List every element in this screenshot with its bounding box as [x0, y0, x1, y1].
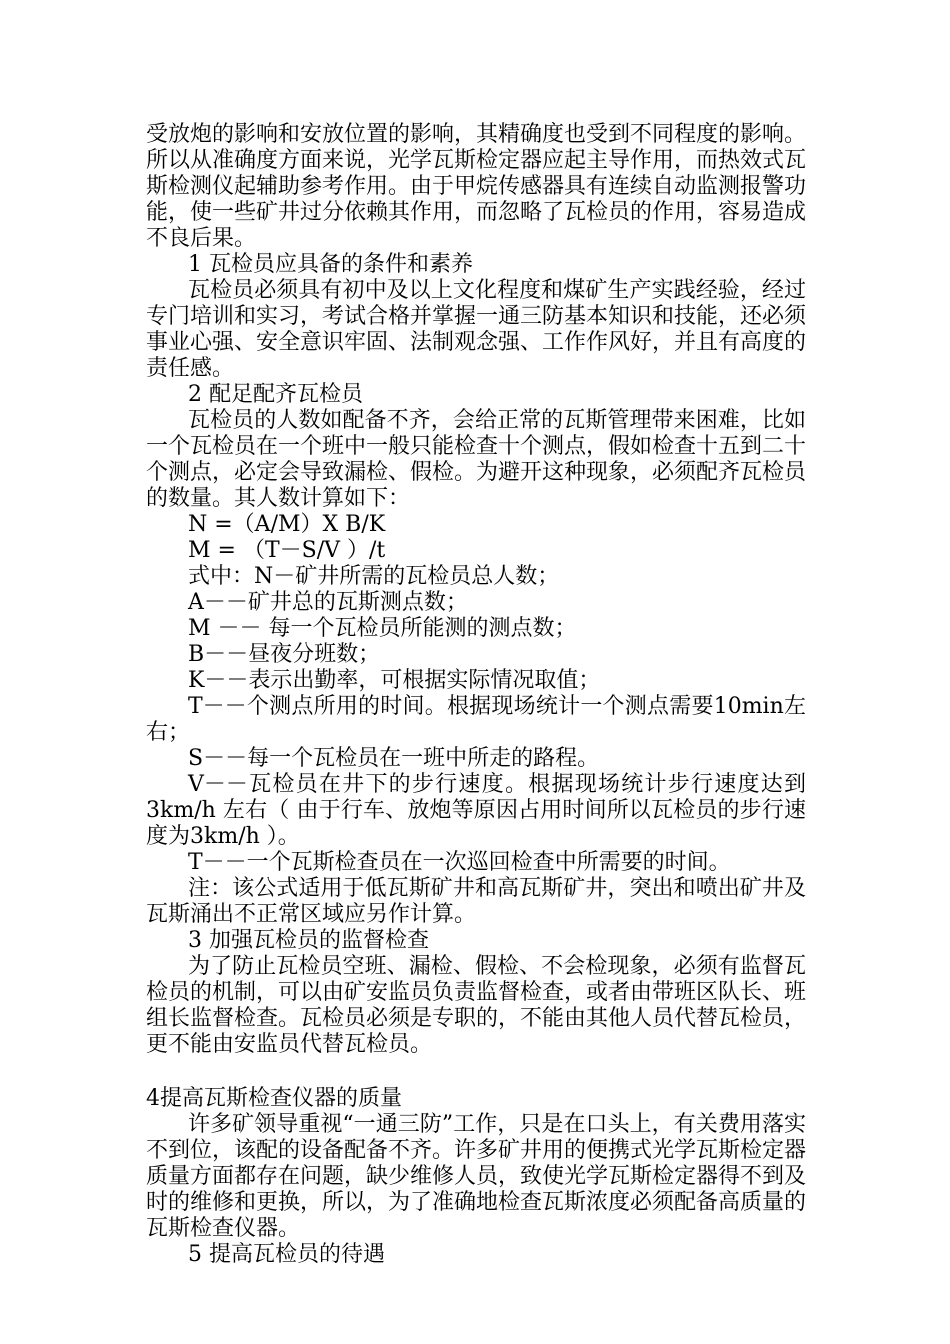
formula-n: N =（A/M）X B/K — [188, 512, 386, 537]
definition-b: B－－昼夜分班数； — [188, 642, 381, 667]
definition-k: K－－表示出勤率，可根据实际情况取值； — [188, 668, 601, 693]
definition-s: S－－每一个瓦检员在一班中所走的路程。 — [188, 746, 600, 771]
definition-t-total: T－－一个瓦斯检查员在一次巡回检查中所需要的时间。 — [188, 850, 731, 875]
paragraph-staffing: 瓦检员的人数如配备不齐，会给正常的瓦斯管理带来困难，比如一个瓦检员在一个班中一般只能检查十个测点，假如检查十五到二十个测点，必定会导致漏检、假检。为避开这种现象，必须配齐瓦检员的数量。其人数计算如下： — [146, 408, 807, 511]
formula-m: M = （T－S/V ）/t — [188, 538, 386, 563]
section-heading-2: 2 配足配齐瓦检员 — [188, 382, 363, 407]
section-heading-3: 3 加强瓦检员的监督检查 — [188, 928, 429, 953]
blank-line — [146, 1058, 806, 1086]
definition-n: 式中：N－矿井所需的瓦检员总人数； — [188, 564, 560, 589]
paragraph-instruments: 许多矿领导重视“一通三防”工作，只是在口头上，有关费用落实不到位，该配的设备配备不齐。许多矿井用的便携式光学瓦斯检定器质量方面都存在问题，缺少维修人员，致使光学瓦斯检定器得不到及时的维修和更换，所以，为了准确地检查瓦斯浓度必须配备高质量的瓦斯检查仪器。 — [146, 1112, 807, 1241]
section-heading-5: 5 提高瓦检员的待遇 — [188, 1242, 385, 1267]
document-body — [146, 122, 806, 1268]
definition-t: T－－个测点所用的时间。根据现场统计一个测点需要10min左右； — [146, 694, 806, 745]
paragraph-supervision: 为了防止瓦检员空班、漏检、假检、不会检现象，必须有监督瓦检员的机制，可以由矿安监员负责监督检查，或者由带班区队长、班组长监督检查。瓦检员必须是专职的，不能由其他人员代替瓦检员，更不能由安监员代替瓦检员。 — [146, 954, 807, 1057]
definition-a: A－－矿井总的瓦斯测点数； — [188, 590, 468, 615]
section-heading-4: 4提高瓦斯检查仪器的质量 — [146, 1086, 402, 1111]
definition-v: V－－瓦检员在井下的步行速度。根据现场统计步行速度达到3km/h 左右（ 由于行车、放炮等原因占用时间所以瓦检员的步行速度为3km/h ）。 — [146, 772, 806, 849]
paragraph-intro: 受放炮的影响和安放位置的影响，其精确度也受到不同程度的影响。所以从准确度方面来说，光学瓦斯检定器应起主导作用，而热效式瓦斯检测仪起辅助参考作用。由于甲烷传感器具有连续自动监测报警功能，使一些矿井过分依赖其作用，而忽略了瓦检员的作用，容易造成不良后果。 — [146, 122, 807, 251]
definition-m: M －－ 每一个瓦检员所能测的测点数； — [188, 616, 577, 641]
formula-note: 注：该公式适用于低瓦斯矿井和高瓦斯矿井，突出和喷出矿井及瓦斯涌出不正常区域应另作计算。 — [146, 876, 806, 927]
section-heading-1: 1 瓦检员应具备的条件和素养 — [188, 252, 473, 277]
paragraph-qualifications: 瓦检员必须具有初中及以上文化程度和煤矿生产实践经验，经过专门培训和实习，考试合格并掌握一通三防基本知识和技能，还必须事业心强、安全意识牢固、法制观念强、工作作风好，并且有高度的责任感。 — [146, 278, 807, 381]
